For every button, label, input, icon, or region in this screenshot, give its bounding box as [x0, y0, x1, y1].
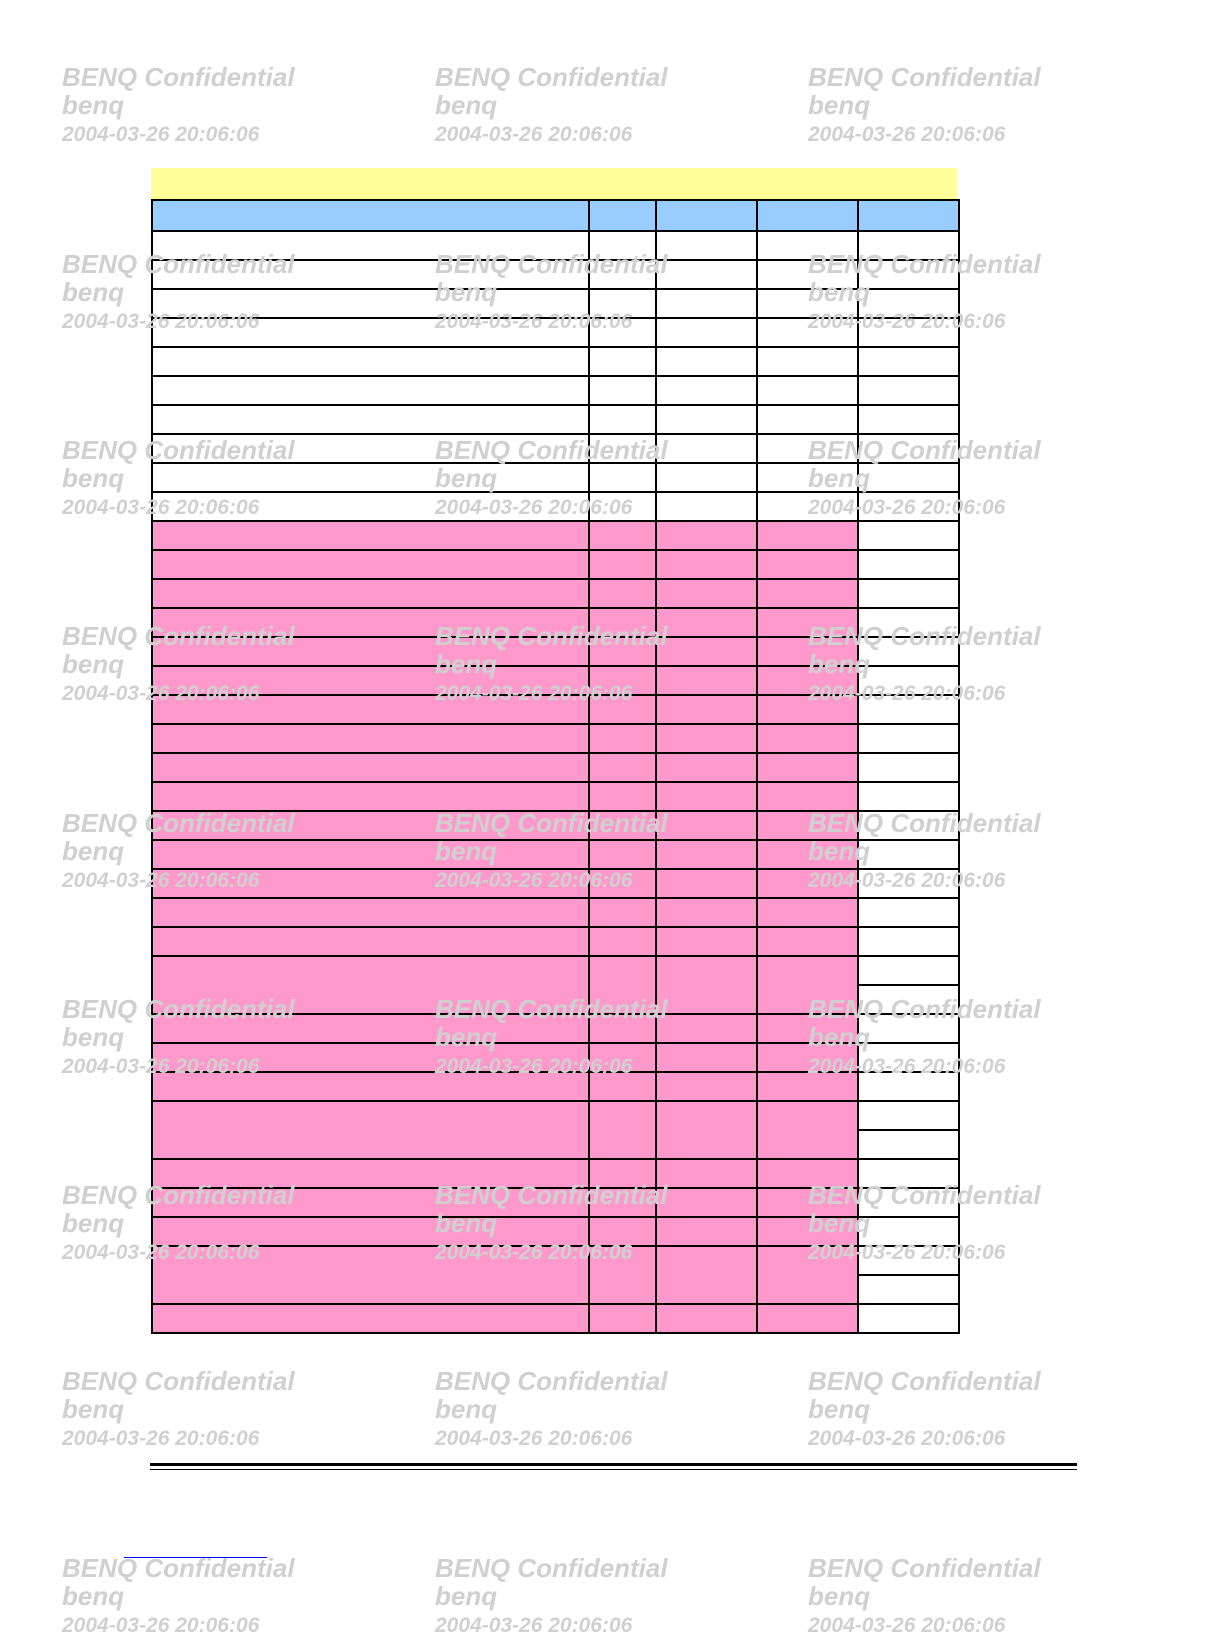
table-row: [152, 492, 959, 521]
watermark-line2: benq: [808, 649, 871, 679]
watermark-line3: 2004-03-26 20:06:06: [435, 869, 633, 892]
watermark-line3: 2004-03-26 20:06:06: [62, 1427, 260, 1450]
watermark-line3: 2004-03-26 20:06:06: [808, 1055, 1006, 1078]
confidential-watermark: [808, 64, 1041, 145]
table-title-bar: [151, 168, 957, 199]
watermark-line2: benq: [62, 1581, 125, 1611]
table-row: [152, 260, 959, 289]
table-row-highlighted: [152, 1043, 959, 1072]
header-cell: [589, 200, 656, 231]
watermark-line2: benq: [435, 1394, 498, 1424]
table-row-highlighted: [152, 1072, 959, 1101]
watermark-line2: benq: [808, 1394, 871, 1424]
watermark-line2: benq: [808, 277, 871, 307]
watermark-line1: BENQ Confidential: [435, 994, 668, 1024]
table-row-highlighted: [152, 724, 959, 753]
watermark-line2: benq: [808, 90, 871, 120]
watermark-line1: BENQ Confidential: [808, 808, 1041, 838]
watermark-line2: benq: [435, 1022, 498, 1052]
watermark-line3: 2004-03-26 20:06:06: [435, 682, 633, 705]
watermark-line1: BENQ Confidential: [62, 62, 295, 92]
table-row: [152, 434, 959, 463]
watermark-line1: BENQ Confidential: [435, 1366, 668, 1396]
watermark-line3: 2004-03-26 20:06:06: [62, 310, 260, 333]
watermark-line3: 2004-03-26 20:06:06: [808, 682, 1006, 705]
table-row-highlighted: [152, 811, 959, 840]
watermark-line1: BENQ Confidential: [435, 808, 668, 838]
watermark-line3: 2004-03-26 20:06:06: [62, 123, 260, 146]
watermark-line2: benq: [62, 1022, 125, 1052]
watermark-line3: 2004-03-26 20:06:06: [62, 1241, 260, 1264]
table-header-row: [152, 200, 959, 231]
watermark-line1: BENQ Confidential: [62, 1553, 295, 1583]
watermark-line1: BENQ Confidential: [435, 621, 668, 651]
watermark-line1: BENQ Confidential: [62, 808, 295, 838]
watermark-line2: benq: [62, 836, 125, 866]
watermark-line2: benq: [62, 649, 125, 679]
watermark-line2: benq: [808, 1208, 871, 1238]
watermark-line3: 2004-03-26 20:06:06: [808, 1614, 1006, 1637]
watermark-line1: BENQ Confidential: [808, 994, 1041, 1024]
table-row-highlighted: [152, 869, 959, 898]
table-row-highlighted: [152, 782, 959, 811]
watermark-line1: BENQ Confidential: [435, 249, 668, 279]
confidential-watermark: [62, 64, 295, 145]
watermark-line1: BENQ Confidential: [808, 62, 1041, 92]
watermark-line2: benq: [62, 90, 125, 120]
watermark-line1: BENQ Confidential: [62, 249, 295, 279]
watermark-line1: BENQ Confidential: [435, 435, 668, 465]
watermark-line1: BENQ Confidential: [808, 1180, 1041, 1210]
table-row-highlighted: [152, 579, 959, 608]
table-row: [152, 318, 959, 347]
watermark-line2: benq: [808, 1022, 871, 1052]
table-row-highlighted: [152, 666, 959, 695]
table-row-highlighted: [152, 695, 959, 724]
table-row-highlighted: [152, 753, 959, 782]
table-row: [152, 347, 959, 376]
table-row-highlighted: [152, 898, 959, 927]
watermark-line3: 2004-03-26 20:06:06: [62, 1614, 260, 1637]
link-underline: [124, 1557, 267, 1558]
watermark-line1: BENQ Confidential: [435, 62, 668, 92]
watermark-line2: benq: [435, 277, 498, 307]
table-row-highlighted: [152, 1304, 959, 1333]
confidential-watermark: [62, 1555, 295, 1636]
watermark-line3: 2004-03-26 20:06:06: [62, 1055, 260, 1078]
watermark-line2: benq: [435, 1208, 498, 1238]
spec-table: [151, 199, 960, 1334]
watermark-line3: 2004-03-26 20:06:06: [808, 123, 1006, 146]
table-row: [152, 289, 959, 318]
confidential-watermark: [808, 1368, 1041, 1449]
watermark-line2: benq: [435, 90, 498, 120]
watermark-line1: BENQ Confidential: [62, 1366, 295, 1396]
watermark-line2: benq: [62, 463, 125, 493]
watermark-line3: 2004-03-26 20:06:06: [435, 1241, 633, 1264]
watermark-line1: BENQ Confidential: [808, 249, 1041, 279]
table-row: [152, 405, 959, 434]
table-row-highlighted: [152, 1101, 959, 1130]
watermark-line1: BENQ Confidential: [435, 1180, 668, 1210]
table-row-highlighted: [152, 1217, 959, 1246]
table-row-highlighted: [152, 521, 959, 550]
footer-rule: [150, 1463, 1077, 1466]
table-row-highlighted: [152, 1246, 959, 1275]
watermark-line1: BENQ Confidential: [808, 435, 1041, 465]
confidential-watermark: [435, 1555, 668, 1636]
table-row-highlighted: [152, 637, 959, 666]
table-row-highlighted: [152, 550, 959, 579]
table-row-highlighted: [152, 927, 959, 956]
watermark-line1: BENQ Confidential: [808, 621, 1041, 651]
watermark-line3: 2004-03-26 20:06:06: [62, 869, 260, 892]
watermark-line2: benq: [62, 1394, 125, 1424]
watermark-line3: 2004-03-26 20:06:06: [435, 1055, 633, 1078]
watermark-line2: benq: [435, 836, 498, 866]
watermark-line3: 2004-03-26 20:06:06: [435, 496, 633, 519]
table-row-highlighted: [152, 1014, 959, 1043]
confidential-watermark: [435, 64, 668, 145]
watermark-line2: benq: [62, 277, 125, 307]
confidential-watermark: [808, 1555, 1041, 1636]
watermark-line3: 2004-03-26 20:06:06: [808, 1427, 1006, 1450]
watermark-line3: 2004-03-26 20:06:06: [808, 496, 1006, 519]
watermark-line3: 2004-03-26 20:06:06: [435, 123, 633, 146]
table-row: [152, 231, 959, 260]
confidential-watermark: [435, 1368, 668, 1449]
watermark-line1: BENQ Confidential: [62, 621, 295, 651]
watermark-line1: BENQ Confidential: [62, 435, 295, 465]
table-row-highlighted: [152, 840, 959, 869]
watermark-line3: 2004-03-26 20:06:06: [435, 1614, 633, 1637]
watermark-line3: 2004-03-26 20:06:06: [62, 682, 260, 705]
watermark-line2: benq: [808, 1581, 871, 1611]
watermark-line3: 2004-03-26 20:06:06: [808, 869, 1006, 892]
table-row: [152, 376, 959, 405]
watermark-line3: 2004-03-26 20:06:06: [62, 496, 260, 519]
table-row-highlighted: [152, 1159, 959, 1188]
table-row-highlighted: [152, 956, 959, 985]
watermark-line3: 2004-03-26 20:06:06: [808, 310, 1006, 333]
watermark-line2: benq: [435, 463, 498, 493]
confidential-watermark: [62, 1368, 295, 1449]
table-row-highlighted: [152, 608, 959, 637]
watermark-line1: BENQ Confidential: [808, 1553, 1041, 1583]
watermark-line1: BENQ Confidential: [435, 1553, 668, 1583]
watermark-line3: 2004-03-26 20:06:06: [435, 310, 633, 333]
watermark-line2: benq: [435, 649, 498, 679]
header-cell: [656, 200, 757, 231]
header-cell: [757, 200, 858, 231]
watermark-line1: BENQ Confidential: [62, 1180, 295, 1210]
watermark-line1: BENQ Confidential: [808, 1366, 1041, 1396]
footer-rule: [150, 1469, 1077, 1470]
watermark-line1: BENQ Confidential: [62, 994, 295, 1024]
watermark-line2: benq: [62, 1208, 125, 1238]
watermark-line3: 2004-03-26 20:06:06: [435, 1427, 633, 1450]
watermark-line3: 2004-03-26 20:06:06: [808, 1241, 1006, 1264]
watermark-line2: benq: [808, 836, 871, 866]
table-row-highlighted: [152, 1188, 959, 1217]
watermark-line2: benq: [435, 1581, 498, 1611]
header-cell: [858, 200, 959, 231]
header-cell: [152, 200, 589, 231]
table-row: [152, 463, 959, 492]
watermark-line2: benq: [808, 463, 871, 493]
